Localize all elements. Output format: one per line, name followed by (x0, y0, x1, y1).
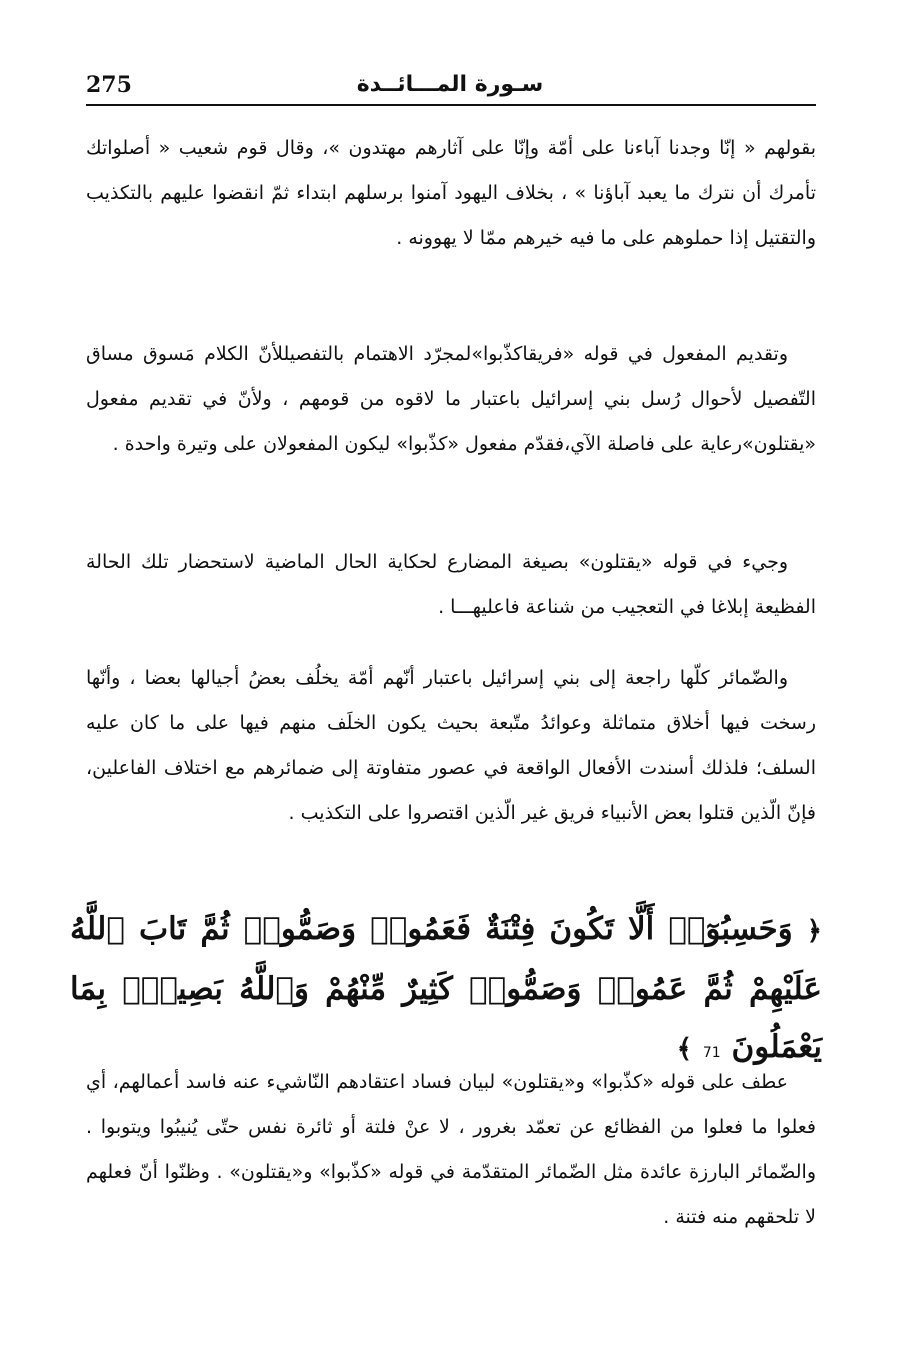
verse-number: 71 (702, 1045, 721, 1061)
paragraph-2-text: وتقديم المفعول في قوله «فريقاكذّبوا»لمجرّد الاهتمام بالتفصيللأنّ الكلام مَسوق مساق التّفصيل لأحوال رُسل بني إسرائيل باعتبار ما لاقوه من قومهم ، ولأنّ في تقديم مفعول «يقتلون»رعاية على فاصلة الآي،فقدّم مفعول «كذّبوا» ليكون المفعولان على وتيرة واحدة . (86, 343, 816, 455)
header-rule (86, 104, 816, 106)
paragraph-5-text: عطف على قوله «كذّبوا» و«يقتلون» لبيان فساد اعتقادهم النّاشيء عنه فاسد أعمالهم، أي فعلوا ما فعلوا من الفظائع عن تعمّد بغرور ، لا عنْ فلتة أو ثائرة نفس حتّى يُنيبُوا ويتوبوا . والضّمائر البارزة عائدة مثل الضّمائر المتقدّمة في قوله «كذّبوا» و«يقتلون» . وظنّوا أنّ فعلهم لا تلحقهم منه فتنة . (86, 1071, 816, 1228)
running-title: سـورة المـــائــدة (356, 72, 544, 97)
verse-text: وَحَسِبُوٓا۟ أَلَّا تَكُونَ فِتْنَةٌ فَعَمُوا۟ وَصَمُّوا۟ ثُمَّ تَابَ ٱللَّهُ عَلَيْهِمْ ثُمَّ عَمُوا۟ وَصَمُّوا۟ كَثِيرٌ مِّنْهُمْ وَٱللَّهُ بَصِيرٌۢ بِمَا يَعْمَلُونَ (70, 911, 822, 1065)
paragraph-1-text: بقولهم « إنّا وجدنا آباءنا على أمّة وإنّا على آثارهم مهتدون »، وقال قوم شعيب « أصلواتك تأمرك أن نترك ما يعبد آباؤنا » ، بخلاف اليهود آمنوا برسلهم ابتداء ثمّ انقضوا عليهم بالتكذيب والتقتيل إذا حملوهم على ما فيه خيرهم ممّا لا يهوونه . (86, 137, 816, 249)
paragraph-4 (86, 656, 816, 836)
page-number: 275 (86, 72, 132, 98)
paragraph-4-text: والضّمائر كلّها راجعة إلى بني إسرائيل باعتبار أنّهم أمّة يخلُف بعضُ أجيالها بعضا ، وأنّها رسخت فيها أخلاق متماثلة وعوائدُ متّبعة بحيث يكون الخلَف منهم فيها على ما كان عليه السلف؛ فلذلك أسندت الأفعال الواقعة في عصور متفاوتة إلى ضمائرهم مع اختلاف الفاعلين، فإنّ الّذين قتلوا بعض الأنبياء فريق غير الّذين اقتصروا على التكذيب . (86, 667, 816, 824)
quran-verse (70, 900, 822, 1082)
verse-close-bracket: ﴾ (676, 1034, 693, 1064)
paragraph-3 (86, 540, 816, 630)
paragraph-1 (86, 126, 816, 261)
paragraph-5 (86, 1060, 816, 1240)
paragraph-2 (86, 332, 816, 467)
verse-open-bracket: ﴿ (806, 916, 822, 946)
paragraph-3-text: وجيء في قوله «يقتلون» بصيغة المضارع لحكاية الحال الماضية لاستحضار تلك الحالة الفظيعة إبلاغا في التعجيب من شناعة فاعليهـــا . (86, 551, 816, 618)
